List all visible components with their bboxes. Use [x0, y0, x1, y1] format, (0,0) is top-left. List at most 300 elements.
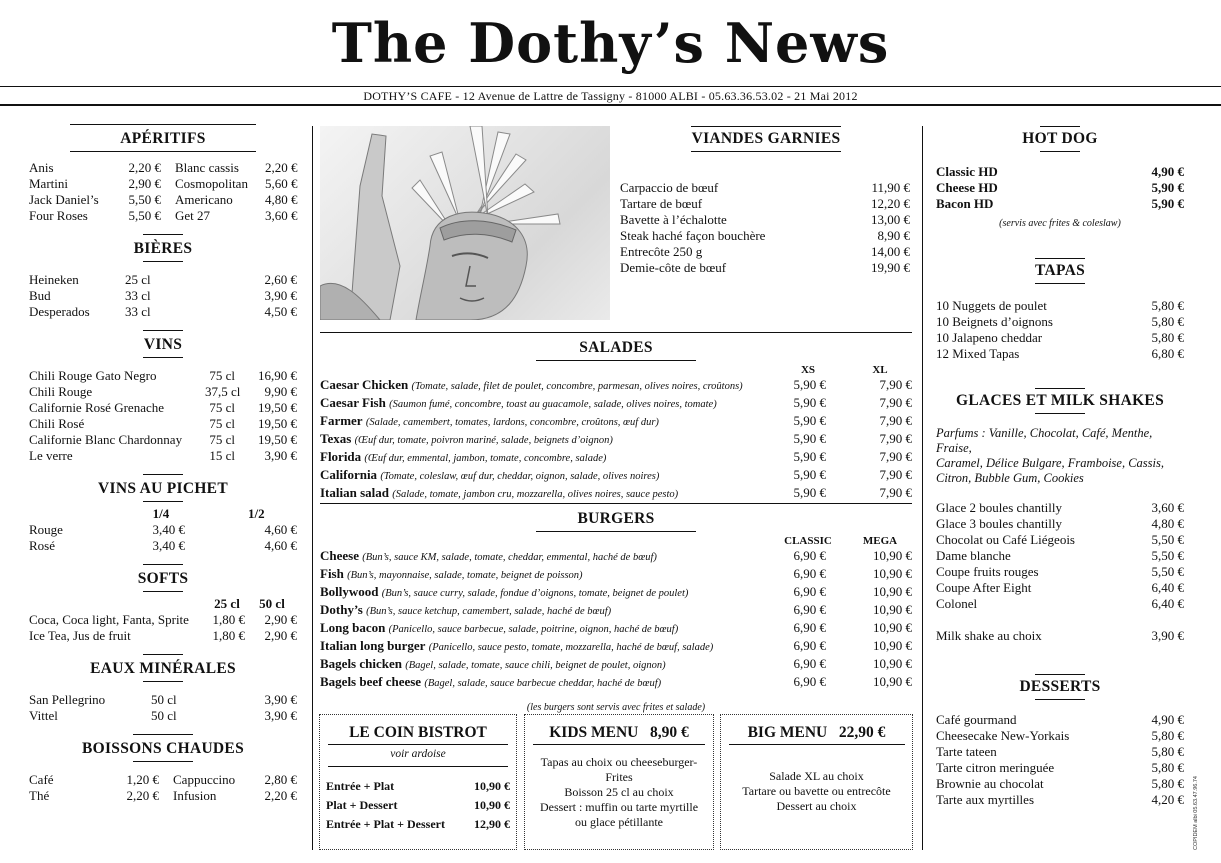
salades-item — [320, 413, 788, 431]
burgers-item-name: Bagels chicken — [320, 656, 402, 671]
tapas-item-price: 5,80 € — [1151, 314, 1184, 329]
glaces-row — [936, 548, 1184, 564]
desserts-item-name: Cheesecake New-Yorkais — [936, 728, 1070, 743]
viandes-list — [620, 180, 912, 276]
tapas-list — [936, 298, 1184, 362]
pichet-price-quarter: 3,40 € — [152, 538, 185, 553]
printer-credit: COPIDEM albi 05.63.47.96.74 — [1193, 776, 1199, 850]
salades-item-name: Florida — [320, 449, 362, 464]
glaces-row — [936, 500, 1184, 516]
salades-price-1: 5,90 € — [793, 377, 826, 392]
eaux-row — [29, 692, 297, 708]
burgers-row — [320, 674, 912, 692]
salades-list — [320, 377, 912, 503]
softs-header — [29, 596, 297, 612]
masthead-rule-top — [0, 86, 1221, 87]
burgers-price-2: 10,90 € — [873, 584, 912, 599]
chaudes-item-name: Thé — [29, 788, 50, 803]
chaudes-item-name: Cappuccino — [173, 772, 236, 787]
tapas-item-name: 10 Jalapeno cheddar — [936, 330, 1043, 345]
bieres-item-price: 4,50 € — [264, 304, 297, 319]
big-line: Salade XL au choix — [769, 769, 864, 783]
aperitifs-item-name: Anis — [29, 160, 54, 175]
salades-item — [320, 395, 788, 413]
hotdog-note: (servis avec frites & coleslaw) — [999, 218, 1121, 229]
bieres-item-volume: 33 cl — [125, 288, 151, 303]
salades-item-name: California — [320, 467, 378, 482]
salades-item-desc: (Tomate, coleslaw, œuf dur, cheddar, oignon, salade, olives noires) — [380, 471, 660, 482]
chaudes-title: BOISSONS CHAUDES — [81, 740, 244, 757]
viandes-item-name: Tartare de bœuf — [620, 196, 703, 211]
salades-price-2: 7,90 € — [879, 431, 912, 446]
salades-row — [320, 467, 912, 485]
bistrot-item-name: Entrée + Plat + Dessert — [326, 817, 445, 831]
eaux-title: EAUX MINÉRALES — [90, 660, 236, 677]
bieres-item-name: Desperados — [29, 304, 90, 319]
kids-line: Dessert : muffin ou tarte myrtille — [539, 800, 699, 814]
burgers-item-desc: (Bagel, salade, tomate, sauce chili, beignet de poulet, oignon) — [405, 660, 666, 671]
desserts-item-price: 4,90 € — [1151, 712, 1184, 727]
vins-item-price: 16,90 € — [258, 368, 297, 383]
desserts-item-price: 4,20 € — [1151, 792, 1184, 807]
bieres-item-name: Heineken — [29, 272, 79, 287]
burgers-item-desc: (Bun’s, sauce curry, salade, fondue d’oignons, tomate, beignet de poulet) — [381, 588, 689, 599]
aperitifs-item-name: Cosmopolitan — [175, 176, 248, 191]
salades-item-desc: (Saumon fumé, concombre, toast au guacamole, salade, olives noires, tomate) — [389, 399, 717, 410]
viandes-section — [620, 126, 912, 276]
tapas-item-name: 10 Nuggets de poulet — [936, 298, 1047, 313]
viandes-row — [620, 244, 912, 260]
bistrot-item-price: 12,90 € — [474, 817, 510, 831]
burgers-item-desc: (Bun’s, sauce KM, salade, tomate, cheddar, emmental, haché de bœuf) — [362, 552, 657, 563]
burgers-row — [320, 656, 912, 674]
viandes-item-name: Bavette à l’échalotte — [620, 212, 727, 227]
eaux-item-name: San Pellegrino — [29, 692, 106, 707]
burgers-price-2: 10,90 € — [873, 674, 912, 689]
tapas-title: TAPAS — [1034, 262, 1085, 279]
kids-title-line — [525, 725, 713, 740]
pichet-item-name: Rouge — [29, 522, 63, 537]
softs-col1: 25 cl — [214, 596, 240, 611]
vins-item-name: Chili Rouge — [29, 384, 93, 399]
hotdog-row — [936, 164, 1184, 180]
softs-price-50: 2,90 € — [264, 612, 297, 627]
salades-col2: XL — [872, 364, 888, 376]
burgers-item — [320, 620, 788, 638]
burgers-row — [320, 566, 912, 584]
bieres-item-name: Bud — [29, 288, 51, 303]
pichet-row — [29, 522, 297, 538]
kids-price: 8,90 € — [650, 724, 689, 741]
vins-row — [29, 384, 297, 400]
bistrot-title: LE COIN BISTROT — [349, 724, 487, 741]
vins-title: VINS — [143, 336, 183, 353]
softs-item-name: Ice Tea, Jus de fruit — [29, 628, 131, 643]
glaces-parfums-line: Citron, Bubble Gum, Cookies — [936, 471, 1084, 485]
burgers-item-name: Bagels beef cheese — [320, 674, 422, 689]
glaces-row — [936, 564, 1184, 580]
pichet-header — [29, 506, 297, 522]
bieres-item-price: 3,90 € — [264, 288, 297, 303]
burgers-item-desc: (Bun’s, sauce ketchup, camembert, salade, haché de bœuf) — [366, 606, 612, 617]
vins-item-name: Chili Rosé — [29, 416, 85, 431]
burgers-row — [320, 638, 912, 656]
vins-list — [29, 368, 297, 464]
eaux-list — [29, 692, 297, 724]
burgers-item-name: Cheese — [320, 548, 359, 563]
viandes-item-name: Steak haché façon bouchère — [620, 228, 766, 243]
chaudes-item-name: Café — [29, 772, 54, 787]
desserts-list — [936, 712, 1184, 808]
viandes-item-name: Carpaccio de bœuf — [620, 180, 719, 195]
desserts-row — [936, 760, 1184, 776]
salades-item-desc: (Œuf dur, emmental, jambon, tomate, concombre, salade) — [364, 453, 607, 464]
glaces-title: GLACES ET MILK SHAKES — [955, 392, 1164, 409]
glaces-item-name: Dame blanche — [936, 548, 1011, 563]
hotdog-item-name: Bacon HD — [936, 196, 994, 211]
burgers-item-desc: (Panicello, sauce barbecue, salade, poitrine, oignon, haché de bœuf) — [388, 624, 679, 635]
pichet-price-quarter: 3,40 € — [152, 522, 185, 537]
burgers-price-1: 6,90 € — [793, 674, 826, 689]
bieres-title: BIÈRES — [133, 240, 193, 257]
viandes-item-price: 8,90 € — [877, 228, 910, 243]
desserts-item-name: Café gourmand — [936, 712, 1017, 727]
chaudes-item-price: 2,80 € — [264, 772, 297, 787]
pichet-item-name: Rosé — [29, 538, 55, 553]
softs-row — [29, 628, 297, 644]
vins-row — [29, 368, 297, 384]
chaudes-item-price: 2,20 € — [264, 788, 297, 803]
burgers-price-2: 10,90 € — [873, 656, 912, 671]
eaux-item-volume: 50 cl — [151, 692, 177, 707]
salades-row — [320, 413, 912, 431]
burgers-title: BURGERS — [577, 510, 655, 527]
bistrot-row — [326, 777, 510, 796]
burgers-item — [320, 656, 788, 674]
burgers-list — [320, 548, 912, 692]
viandes-item-price: 19,90 € — [871, 260, 910, 275]
burgers-item-name: Fish — [320, 566, 344, 581]
salades-section — [320, 340, 912, 503]
chaudes-item-price: 2,20 € — [126, 788, 159, 803]
chaudes-item-price: 1,20 € — [126, 772, 159, 787]
hotdog-item-name: Classic HD — [936, 164, 998, 179]
kids-box — [524, 714, 714, 850]
vins-row — [29, 432, 297, 448]
aperitifs-item-name: Four Roses — [29, 208, 88, 223]
tapas-item-name: 10 Beignets d’oignons — [936, 314, 1053, 329]
aperitifs-row — [29, 192, 297, 208]
desserts-item-name: Tarte aux myrtilles — [936, 792, 1035, 807]
aperitifs-item-price: 2,90 € — [128, 176, 161, 191]
hotdog-item-price: 4,90 € — [1151, 164, 1184, 179]
glaces-item-name: Glace 2 boules chantilly — [936, 500, 1062, 515]
salades-row — [320, 485, 912, 503]
bistrot-box — [319, 714, 517, 850]
chaudes-row — [29, 772, 297, 788]
salades-item — [320, 467, 788, 485]
vins-item-price: 19,50 € — [258, 432, 297, 447]
bieres-list — [29, 272, 297, 320]
salades-item-name: Caesar Chicken — [320, 377, 409, 392]
viandes-row — [620, 196, 912, 212]
burgers-section — [320, 511, 912, 716]
glaces-row — [936, 532, 1184, 548]
vins-item-price: 19,50 € — [258, 400, 297, 415]
desserts-row — [936, 712, 1184, 728]
aperitifs-item-price: 4,80 € — [265, 192, 298, 207]
salades-item-name: Texas — [320, 431, 352, 446]
hotdog-row — [936, 196, 1184, 212]
salades-item-name: Italian salad — [320, 485, 389, 500]
burgers-row — [320, 602, 912, 620]
salades-row — [320, 431, 912, 449]
salades-price-1: 5,90 € — [793, 485, 826, 500]
tapas-item-price: 5,80 € — [1151, 298, 1184, 313]
burgers-item-desc: (Panicello, sauce pesto, tomate, mozzarella, haché de bœuf, salade) — [428, 642, 714, 653]
aperitifs-row — [29, 160, 297, 176]
desserts-item-name: Brownie au chocolat — [936, 776, 1044, 791]
statue-of-liberty-image — [320, 126, 610, 320]
vins-item-volume: 75 cl — [209, 432, 235, 447]
burgers-col1: CLASSIC — [784, 535, 832, 547]
kids-line: ou glace pétillante — [575, 815, 663, 829]
bistrot-item-price: 10,90 € — [474, 779, 510, 793]
big-line: Dessert au choix — [776, 799, 857, 813]
vins-item-price: 3,90 € — [264, 448, 297, 463]
vins-item-name: Le verre — [29, 448, 73, 463]
salades-col1: XS — [800, 364, 816, 376]
salades-item — [320, 449, 788, 467]
vins-item-name: Chili Rouge Gato Negro — [29, 368, 157, 383]
softs-list — [29, 612, 297, 644]
viandes-item-name: Demie-côte de bœuf — [620, 260, 727, 275]
softs-price-25: 1,80 € — [212, 628, 245, 643]
chaudes-row — [29, 788, 297, 804]
burgers-price-1: 6,90 € — [793, 602, 826, 617]
hotdog-list — [936, 164, 1184, 212]
vins-item-name: Californie Rosé Grenache — [29, 400, 165, 415]
salades-row — [320, 377, 912, 395]
hotdog-item-price: 5,90 € — [1151, 180, 1184, 195]
eaux-row — [29, 708, 297, 724]
viandes-item-price: 13,00 € — [871, 212, 910, 227]
milkshake-price: 3,90 € — [1151, 628, 1184, 643]
vins-item-volume: 15 cl — [209, 448, 235, 463]
right-column — [936, 126, 1184, 808]
glaces-item-price: 3,60 € — [1151, 500, 1184, 515]
aperitifs-item-name: Get 27 — [175, 208, 211, 223]
aperitifs-item-price: 5,60 € — [265, 176, 298, 191]
hotdog-item-price: 5,90 € — [1151, 196, 1184, 211]
viandes-title: VIANDES GARNIES — [691, 130, 841, 147]
bistrot-note: voir ardoise — [390, 748, 446, 760]
desserts-item-price: 5,80 € — [1151, 776, 1184, 791]
kids-list — [525, 755, 713, 830]
aperitifs-title: APÉRITIFS — [120, 130, 206, 147]
pichet-price-half: 4,60 € — [264, 538, 297, 553]
burgers-item — [320, 566, 788, 584]
viandes-row — [620, 212, 912, 228]
vins-item-name: Californie Blanc Chardonnay — [29, 432, 183, 447]
burgers-item — [320, 674, 788, 692]
bistrot-item-name: Entrée + Plat — [326, 779, 395, 793]
burgers-rule — [320, 503, 912, 504]
tapas-row — [936, 314, 1184, 330]
desserts-row — [936, 776, 1184, 792]
burgers-price-1: 6,90 € — [793, 656, 826, 671]
big-price: 22,90 € — [838, 724, 886, 741]
salades-price-1: 5,90 € — [793, 431, 826, 446]
pichet-title: VINS AU PICHET — [98, 480, 228, 497]
chaudes-list — [29, 772, 297, 804]
pichet-col2: 1/2 — [247, 506, 265, 521]
salades-price-1: 5,90 € — [793, 467, 826, 482]
burgers-item-desc: (Bagel, salade, sauce barbecue cheddar, haché de bœuf) — [424, 678, 662, 689]
bieres-item-volume: 25 cl — [125, 272, 151, 287]
burgers-price-1: 6,90 € — [793, 620, 826, 635]
desserts-row — [936, 728, 1184, 744]
aperitifs-item-name: Americano — [175, 192, 233, 207]
salades-title: SALADES — [579, 339, 653, 356]
vins-row — [29, 400, 297, 416]
glaces-item-name: Chocolat ou Café Liégeois — [936, 532, 1075, 547]
burgers-item-name: Bollywood — [320, 584, 379, 599]
kids-line: Frites — [605, 770, 633, 784]
bistrot-item-name: Plat + Dessert — [326, 798, 398, 812]
burgers-row — [320, 620, 912, 638]
burgers-price-2: 10,90 € — [873, 566, 912, 581]
chaudes-item-name: Infusion — [173, 788, 217, 803]
burgers-price-2: 10,90 € — [873, 620, 912, 635]
pichet-list — [29, 522, 297, 554]
burgers-price-2: 10,90 € — [873, 548, 912, 563]
vins-item-volume: 75 cl — [209, 368, 235, 383]
statue-illustration-icon — [320, 126, 610, 320]
desserts-row — [936, 744, 1184, 760]
burgers-header — [320, 534, 912, 548]
pichet-row — [29, 538, 297, 554]
glaces-list — [936, 500, 1184, 612]
burgers-item — [320, 548, 788, 566]
desserts-row — [936, 792, 1184, 808]
salades-item-desc: (Salade, tomate, jambon cru, mozzarella, olives noires, sauce pesto) — [392, 489, 679, 500]
glaces-item-price: 4,80 € — [1151, 516, 1184, 531]
burgers-row — [320, 584, 912, 602]
viandes-item-price: 11,90 € — [871, 180, 910, 195]
burgers-item-name: Dothy’s — [320, 602, 363, 617]
big-box — [720, 714, 913, 850]
burgers-price-1: 6,90 € — [793, 566, 826, 581]
aperitifs-item-name: Blanc cassis — [175, 160, 239, 175]
tapas-row — [936, 330, 1184, 346]
vins-item-price: 19,50 € — [258, 416, 297, 431]
desserts-item-name: Tarte citron meringuée — [936, 760, 1055, 775]
kids-line: Boisson 25 cl au choix — [564, 785, 674, 799]
masthead-title: The Dothy’s News — [331, 11, 890, 75]
salades-item — [320, 431, 788, 449]
aperitifs-item-price: 5,50 € — [128, 208, 161, 223]
kids-line: Tapas au choix ou cheeseburger- — [540, 755, 698, 769]
salades-price-2: 7,90 € — [879, 485, 912, 500]
tapas-item-price: 5,80 € — [1151, 330, 1184, 345]
salades-header — [320, 363, 912, 377]
tapas-item-name: 12 Mixed Tapas — [936, 346, 1020, 361]
burgers-col2: MEGA — [862, 535, 898, 547]
eaux-item-price: 3,90 € — [264, 692, 297, 707]
vins-row — [29, 448, 297, 464]
vins-item-price: 9,90 € — [264, 384, 297, 399]
burgers-item-desc: (Bun’s, mayonnaise, salade, tomate, beignet de poisson) — [347, 570, 583, 581]
glaces-row — [936, 516, 1184, 532]
burgers-price-1: 6,90 € — [793, 638, 826, 653]
burgers-item-name: Italian long burger — [320, 638, 426, 653]
aperitifs-row — [29, 176, 297, 192]
salades-item-desc: (Salade, camembert, tomates, lardons, concombre, croûtons, œuf dur) — [365, 417, 659, 428]
bieres-item-price: 2,60 € — [264, 272, 297, 287]
salades-item-name: Caesar Fish — [320, 395, 386, 410]
softs-price-25: 1,80 € — [212, 612, 245, 627]
softs-item-name: Coca, Coca light, Fanta, Sprite — [29, 612, 189, 627]
big-title: BIG MENU — [747, 724, 828, 741]
salades-item-desc: (Tomate, salade, filet de poulet, concombre, parmesan, olives noires, croûtons) — [411, 381, 743, 392]
desserts-item-price: 5,80 € — [1151, 744, 1184, 759]
kids-title: KIDS MENU — [549, 724, 639, 741]
column-divider-left — [312, 126, 313, 850]
big-list — [721, 769, 912, 814]
glaces-parfums-line: Caramel, Délice Bulgare, Framboise, Cassis, — [936, 456, 1164, 470]
glaces-item-price: 6,40 € — [1151, 580, 1184, 595]
vins-item-volume: 37,5 cl — [205, 384, 241, 399]
desserts-item-price: 5,80 € — [1151, 728, 1184, 743]
bieres-row — [29, 272, 297, 288]
glaces-row — [936, 596, 1184, 612]
salades-price-1: 5,90 € — [793, 395, 826, 410]
softs-title: SOFTS — [137, 570, 189, 587]
glaces-item-price: 5,50 € — [1151, 532, 1184, 547]
glaces-item-name: Glace 3 boules chantilly — [936, 516, 1062, 531]
salades-row — [320, 449, 912, 467]
masthead-rule-bottom — [0, 104, 1221, 106]
vins-row — [29, 416, 297, 432]
viandes-item-name: Entrecôte 250 g — [620, 244, 703, 259]
viandes-row — [620, 228, 912, 244]
aperitifs-item-name: Jack Daniel’s — [29, 192, 99, 207]
column-divider-right — [922, 126, 923, 850]
big-line: Tartare ou bavette ou entrecôte — [742, 784, 891, 798]
viandes-row — [620, 180, 912, 196]
eaux-item-name: Vittel — [29, 708, 58, 723]
tapas-item-price: 6,80 € — [1151, 346, 1184, 361]
burgers-item — [320, 638, 788, 656]
left-column — [29, 124, 297, 804]
glaces-item-price: 6,40 € — [1151, 596, 1184, 611]
aperitifs-item-price: 3,60 € — [265, 208, 298, 223]
salades-price-1: 5,90 € — [793, 413, 826, 428]
bistrot-row — [326, 815, 510, 834]
pichet-price-half: 4,60 € — [264, 522, 297, 537]
aperitifs-item-name: Martini — [29, 176, 68, 191]
salades-price-2: 7,90 € — [879, 395, 912, 410]
bieres-row — [29, 304, 297, 320]
salades-row — [320, 395, 912, 413]
burgers-item-name: Long bacon — [320, 620, 386, 635]
vins-item-volume: 75 cl — [209, 416, 235, 431]
bieres-item-volume: 33 cl — [125, 304, 151, 319]
glaces-parfums — [936, 426, 1184, 486]
softs-row — [29, 612, 297, 628]
aperitifs-row — [29, 208, 297, 224]
